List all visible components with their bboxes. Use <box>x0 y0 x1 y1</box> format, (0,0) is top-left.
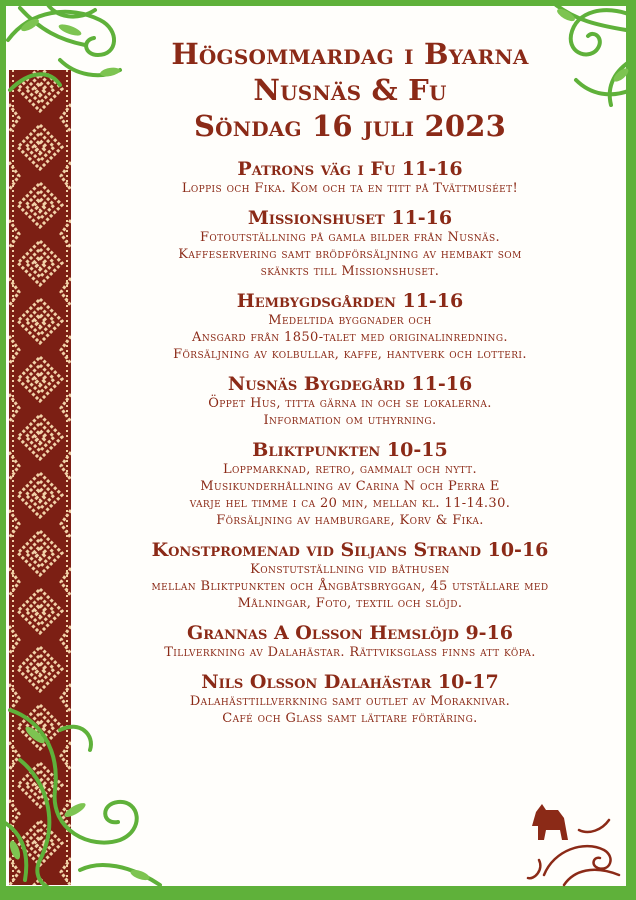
event-description-line: Café och Glass samt lättare förtäring. <box>222 711 478 726</box>
event-heading: Nils Olsson Dalahästar 10-17 <box>201 671 499 693</box>
event-item <box>80 539 620 612</box>
band-diamond <box>34 199 46 211</box>
band-side-diamond <box>9 394 19 422</box>
band-diamond <box>18 531 62 575</box>
band-diamond <box>34 431 46 443</box>
event-item <box>80 439 620 529</box>
event-description-line: varje hel timme i ca 20 min, mellan kl. 11-14.30. <box>189 496 511 511</box>
band-diamond <box>26 365 54 393</box>
event-description-line: Dalahästtillverkning samt outlet av Moraknivar. <box>189 694 511 709</box>
event-description-line: Ansgard från 1850-talet med originalinredning. <box>192 330 508 345</box>
event-description-line: Musikunderhållning av Carina N och Perra E <box>200 479 500 494</box>
event-heading: Patrons väg i Fu 11-16 <box>237 158 463 180</box>
band-diamond <box>26 133 54 161</box>
event-description-line: Loppis och Fika. Kom och ta en titt på Tvättmuséet! <box>181 181 519 196</box>
band-diamond <box>18 415 62 459</box>
band-side-diamond <box>9 220 19 248</box>
event-description-line: Kaffeservering samt brödförsäljning av hembakt som <box>178 247 522 262</box>
event-description-line: Öppet Hus, titta gärna in och se lokalerna. <box>208 396 492 411</box>
event-description-line: Försäljning av hamburgare, Korv & Fika. <box>216 513 484 528</box>
band-diamond <box>26 307 54 335</box>
band-diamond <box>34 489 46 501</box>
band-side-diamond <box>61 394 71 422</box>
event-description-line: Information om uthyrning. <box>263 413 437 428</box>
event-description-line: Konstutställning vid båthusen <box>250 562 450 577</box>
band-diamond <box>18 357 62 401</box>
event-item <box>80 207 620 280</box>
dala-horse-icon <box>524 800 624 890</box>
band-diamond <box>18 589 62 633</box>
event-description-line: Fotoutställning på gamla bilder från Nusnäs. <box>199 230 501 245</box>
event-heading: Konstpromenad vid Siljans Strand 10-16 <box>151 539 549 561</box>
band-diamond <box>26 539 54 567</box>
event-description-line: Målningar, Foto, textil och slöjd. <box>237 596 463 611</box>
event-item <box>80 622 620 661</box>
band-diamond <box>26 191 54 219</box>
band-diamond <box>34 373 46 385</box>
band-diamond <box>34 257 46 269</box>
band-diamond <box>18 241 62 285</box>
band-diamond <box>18 473 62 517</box>
event-description-line: Loppmarknad, retro, gammalt och nytt. <box>222 462 478 477</box>
event-heading: Grannas A Olsson Hemslöjd 9-16 <box>186 622 514 644</box>
event-description-line: Medeltida byggnader och <box>268 313 432 328</box>
title-line-2: Nusnäs & Fu <box>253 73 447 107</box>
event-list <box>80 158 620 727</box>
band-diamond <box>18 125 62 169</box>
event-description-line: skänkts till Missionshuset. <box>260 264 440 279</box>
event-heading: Missionshuset 11-16 <box>247 207 453 229</box>
event-description-line: mellan Bliktpunkten och Ångbåtsbryggan, 45 utställare med <box>151 579 549 594</box>
band-diamond <box>34 663 46 675</box>
event-heading: Hembygdsgården 11-16 <box>236 290 464 312</box>
poster-content <box>80 36 620 737</box>
event-item <box>80 158 620 197</box>
event-description-line: Tillverkning av Dalahästar. Rättviksglass finns att köpa. <box>164 645 536 660</box>
band-diamond <box>34 605 46 617</box>
band-diamond <box>26 249 54 277</box>
poster-title <box>80 36 620 144</box>
event-heading: Nusnäs Bygdegård 11-16 <box>227 373 473 395</box>
band-diamond <box>18 183 62 227</box>
band-diamond <box>34 547 46 559</box>
event-item <box>80 671 620 727</box>
event-description-line: Försäljning av kolbullar, kaffe, hantverk och lotteri. <box>173 347 527 362</box>
title-line-3: Söndag 16 juli 2023 <box>193 109 507 143</box>
band-diamond <box>34 315 46 327</box>
band-diamond <box>26 597 54 625</box>
event-heading: Bliktpunkten 10-15 <box>252 439 448 461</box>
band-diamond <box>34 141 46 153</box>
event-item <box>80 373 620 429</box>
band-diamond <box>26 481 54 509</box>
band-diamond <box>18 299 62 343</box>
band-diamond <box>18 647 62 691</box>
title-line-1: Högsommardag i Byarna <box>171 37 529 71</box>
event-item <box>80 290 620 363</box>
band-diamond <box>26 423 54 451</box>
band-side-diamond <box>61 510 71 538</box>
band-side-diamond <box>61 220 71 248</box>
band-diamond <box>26 655 54 683</box>
band-side-diamond <box>9 510 19 538</box>
